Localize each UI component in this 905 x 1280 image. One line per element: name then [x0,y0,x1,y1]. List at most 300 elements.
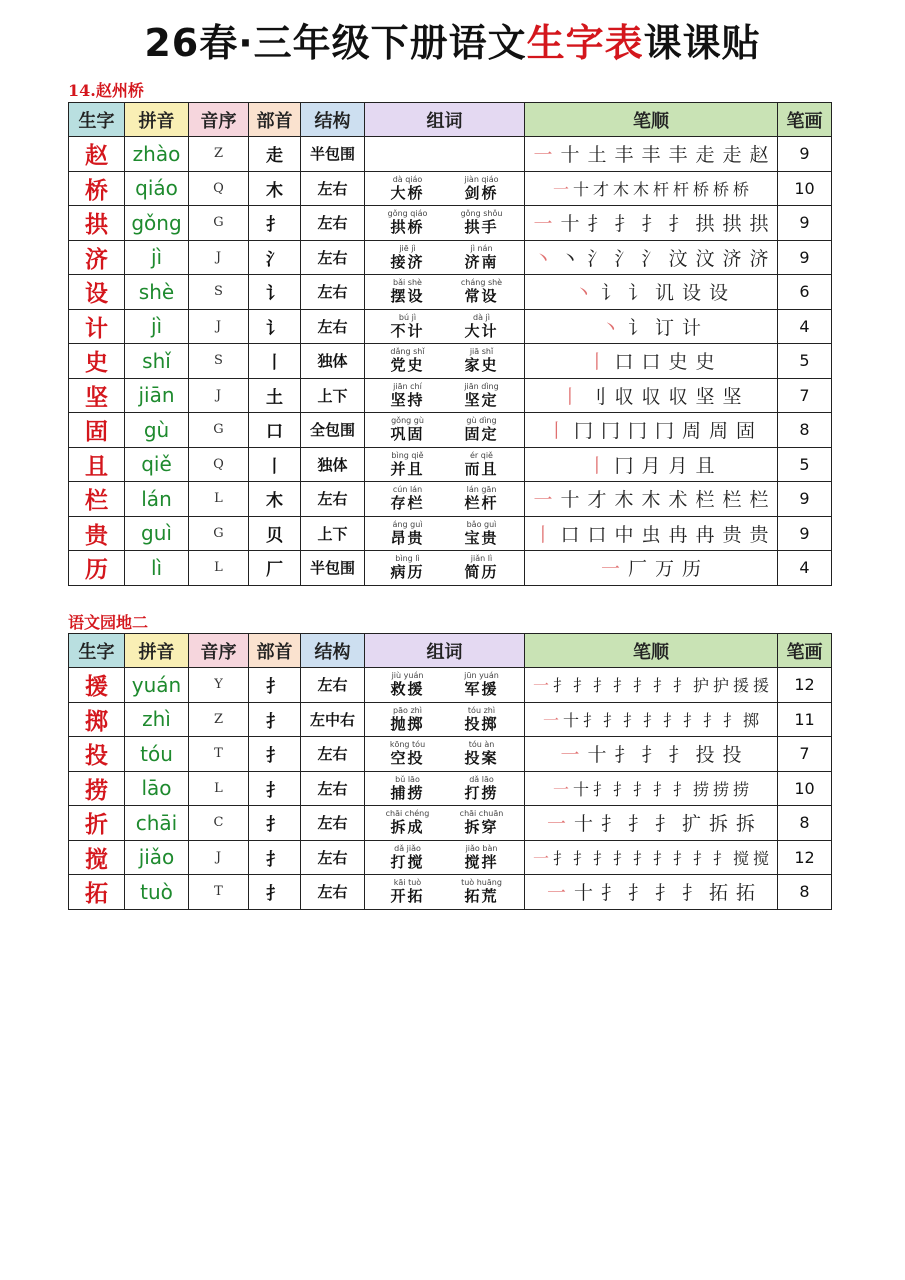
stroke-order-cell [525,206,778,241]
radical-cell: 扌 [249,702,301,737]
stroke-step: 扌 [627,813,647,836]
header-index: 音序 [189,103,249,137]
stroke-step: 扌 [614,213,634,236]
header-index: 音序 [189,634,249,668]
radical-cell: 扌 [249,668,301,703]
pinyin-cell: zhì [125,702,189,737]
stroke-step: 丰 [641,144,661,167]
structure-cell: 左右 [301,737,365,772]
stroke-step: 扌 [672,848,689,868]
structure-cell: 左中右 [301,702,365,737]
stroke-order-cell [525,806,778,841]
word-item [450,740,514,767]
stroke-step: 十 [573,882,593,905]
stroke-step: 术 [668,489,688,512]
radical-cell: 扌 [249,806,301,841]
character-cell: 设 [69,275,125,310]
pinyin-cell: shè [125,275,189,310]
stroke-count-cell: 8 [778,806,832,841]
pinyin-cell: jiǎo [125,840,189,875]
stroke-step: 一 [546,882,566,905]
index-cell: L [189,771,249,806]
stroke-count-cell: 5 [778,344,832,379]
word-pinyin: jūn yuán [464,671,499,681]
stroke-step: 冉 [668,523,688,546]
stroke-step: 一 [552,179,569,199]
stroke-step: 捞 [712,779,729,799]
radical-cell: 贝 [249,516,301,551]
word-pinyin: pāo zhì [393,705,422,715]
table-row [69,875,832,910]
word-text: 拱桥 [390,218,425,237]
pinyin-cell: qiáo [125,171,189,206]
stroke-step: 木 [614,489,634,512]
table-row [69,737,832,772]
pinyin-cell: lāo [125,771,189,806]
stroke-step: 扌 [572,848,589,868]
stroke-step: 十 [572,179,589,199]
character-cell: 折 [69,806,125,841]
words-cell [365,771,525,806]
stroke-step: 捞 [692,779,709,799]
word-pinyin: bìng lì [395,554,420,564]
stroke-step: 设 [681,282,701,305]
word-pinyin: tuò huāng [461,878,502,888]
word-pinyin: dà qiáo [392,174,423,184]
index-cell: G [189,206,249,241]
character-cell: 投 [69,737,125,772]
word-pinyin: jiān chí [393,381,422,391]
word-pinyin: bìng qiě [391,450,424,460]
character-table [68,633,832,910]
stroke-step: 扌 [612,779,629,799]
word-item [376,244,440,271]
character-cell: 济 [69,240,125,275]
stroke-step: 历 [681,558,701,581]
stroke-step: 讠 [627,282,647,305]
pinyin-cell: tuò [125,875,189,910]
stroke-count-cell: 9 [778,240,832,275]
character-cell: 历 [69,551,125,586]
header-pinyin: 拼音 [125,634,189,668]
words-cell [365,206,525,241]
words-cell [365,171,525,206]
word-pinyin: tóu àn [468,740,495,750]
words-cell [365,275,525,310]
stroke-step: 木 [612,179,629,199]
stroke-order-cell [525,737,778,772]
title-prefix: 26春·三年级下册语文 [144,21,527,65]
index-cell: C [189,806,249,841]
word-item [376,844,440,871]
stroke-step: 丶 [573,282,593,305]
word-pinyin: chāi chuān [459,809,504,819]
word-text: 投掷 [464,714,499,733]
stroke-step: 扌 [600,882,620,905]
stroke-step: 氵 [587,247,607,270]
table-row [69,447,832,482]
stroke-step: 冂 [627,420,647,443]
stroke-step: 丰 [668,144,688,167]
radical-cell: 木 [249,482,301,517]
stroke-step: 桥 [732,179,749,199]
radical-cell: 厂 [249,551,301,586]
stroke-step: 丶 [600,316,620,339]
stroke-step: 扌 [592,779,609,799]
word-pinyin: dà jì [473,312,490,322]
character-cell: 拱 [69,206,125,241]
word-text: 栏杆 [464,494,499,513]
stroke-step: 氵 [641,247,661,270]
word-item [376,809,440,836]
index-cell: G [189,516,249,551]
word-item [450,775,514,802]
stroke-count-cell: 7 [778,378,832,413]
word-item [376,347,440,374]
word-text: 不计 [390,321,425,340]
stroke-order-cell [525,702,778,737]
header-radical: 部首 [249,103,301,137]
stroke-step: 栏 [722,489,742,512]
header-order: 笔顺 [525,634,778,668]
stroke-step: 虫 [641,523,661,546]
word-pinyin: jiù yuán [391,671,424,681]
stroke-step: 氵 [614,247,634,270]
header-count: 笔画 [778,634,832,668]
pinyin-cell: jì [125,240,189,275]
index-cell: Q [189,171,249,206]
word-text: 投案 [464,749,499,768]
character-cell: 史 [69,344,125,379]
stroke-step: 扌 [592,676,609,696]
stroke-step: 扌 [668,213,688,236]
word-text: 军援 [464,680,499,699]
word-item [376,416,440,443]
character-cell: 掷 [69,702,125,737]
word-pinyin: kōng tóu [389,740,426,750]
structure-cell: 上下 [301,378,365,413]
index-cell: Y [189,668,249,703]
stroke-step: 扌 [600,813,620,836]
stroke-order-cell [525,482,778,517]
word-text: 昂贵 [390,528,425,547]
index-cell: J [189,309,249,344]
page-title [0,18,905,68]
stroke-step: 一 [533,489,553,512]
radical-cell: 木 [249,171,301,206]
word-text: 摆设 [390,287,425,306]
word-pinyin: jì nán [470,243,493,253]
word-item [450,844,514,871]
word-text: 空投 [390,749,425,768]
stroke-step: 周 [681,420,701,443]
stroke-step: 济 [749,247,769,270]
pinyin-cell: yuán [125,668,189,703]
stroke-step: 走 [695,144,715,167]
stroke-step: 扌 [602,710,619,730]
stroke-step: 十 [560,213,580,236]
stroke-step: 丨 [560,385,580,408]
table-row [69,806,832,841]
word-text: 大桥 [390,183,425,202]
stroke-step: 十 [587,744,607,767]
stroke-step: 丰 [614,144,634,167]
structure-cell: 左右 [301,771,365,806]
stroke-step: 一 [546,813,566,836]
stroke-step: 扌 [712,848,729,868]
stroke-step: 口 [560,523,580,546]
word-item [376,451,440,478]
structure-cell: 上下 [301,516,365,551]
structure-cell: 左右 [301,668,365,703]
stroke-order-cell [525,875,778,910]
word-item [450,878,514,905]
stroke-count-cell: 4 [778,551,832,586]
radical-cell: 丨 [249,447,301,482]
stroke-order-cell [525,516,778,551]
radical-cell: 丨 [249,344,301,379]
word-item [376,278,440,305]
word-text: 拱手 [464,218,499,237]
radical-cell: 走 [249,137,301,172]
word-pinyin: jiān dìng [464,381,499,391]
stroke-step: 厂 [627,558,647,581]
word-text: 简历 [464,563,499,582]
stroke-step: 扌 [668,744,688,767]
stroke-step: 丨 [587,454,607,477]
word-text: 而且 [464,459,499,478]
stroke-step: 木 [641,489,661,512]
stroke-step: 搅 [752,848,769,868]
word-pinyin: áng guì [392,519,423,529]
stroke-count-cell: 10 [778,171,832,206]
words-cell [365,737,525,772]
stroke-step: 一 [533,213,553,236]
stroke-step: 扌 [552,848,569,868]
stroke-step: 坚 [722,385,742,408]
stroke-step: 坚 [695,385,715,408]
table-row [69,378,832,413]
stroke-step: 中 [614,523,634,546]
stroke-step: 拱 [695,213,715,236]
words-cell [365,482,525,517]
structure-cell: 半包围 [301,551,365,586]
structure-cell: 左右 [301,275,365,310]
stroke-step: 口 [641,351,661,374]
words-cell [365,551,525,586]
words-cell [365,702,525,737]
word-text: 宝贵 [464,528,499,547]
radical-cell: 土 [249,378,301,413]
stroke-step: 拆 [708,813,728,836]
stroke-step: 掷 [742,710,759,730]
word-item [450,809,514,836]
stroke-step: 扌 [627,882,647,905]
radical-cell: 口 [249,413,301,448]
table-row [69,171,832,206]
word-pinyin: chāi chéng [385,809,430,819]
word-item [450,313,514,340]
stroke-step: 一 [600,558,620,581]
word-pinyin: gǒng gù [391,416,424,426]
stroke-step: 扌 [642,710,659,730]
stroke-step: 十 [560,489,580,512]
pinyin-cell: qiě [125,447,189,482]
stroke-step: 贵 [722,523,742,546]
stroke-step: 讠 [600,282,620,305]
index-cell: Z [189,137,249,172]
stroke-step: 丨 [546,420,566,443]
table-row [69,516,832,551]
stroke-step: 扌 [702,710,719,730]
stroke-step: 収 [641,385,661,408]
stroke-step: 捞 [732,779,749,799]
word-item [376,313,440,340]
stroke-step: 一 [542,710,559,730]
word-text: 捕捞 [390,783,425,802]
stroke-order-cell [525,275,778,310]
words-cell [365,806,525,841]
stroke-step: 拆 [735,813,755,836]
stroke-step: 计 [681,316,701,339]
structure-cell: 独体 [301,344,365,379]
stroke-step: 冂 [573,420,593,443]
stroke-step: 扌 [592,848,609,868]
stroke-count-cell: 7 [778,737,832,772]
words-cell [365,344,525,379]
stroke-step: 史 [695,351,715,374]
table-row [69,668,832,703]
structure-cell: 左右 [301,875,365,910]
stroke-step: 扌 [652,676,669,696]
stroke-step: 周 [708,420,728,443]
word-pinyin: cháng shè [460,278,503,288]
stroke-step: 扌 [692,848,709,868]
word-item [376,382,440,409]
stroke-step: 月 [641,454,661,477]
stroke-step: 搅 [732,848,749,868]
word-pinyin: jiē jì [399,243,416,253]
words-cell [365,378,525,413]
structure-cell: 左右 [301,806,365,841]
stroke-count-cell: 8 [778,875,832,910]
header-words: 组词 [365,634,525,668]
structure-cell: 左右 [301,171,365,206]
stroke-step: 订 [654,316,674,339]
character-cell: 计 [69,309,125,344]
word-text: 抛掷 [390,714,425,733]
structure-cell: 左右 [301,206,365,241]
stroke-step: 刂 [587,385,607,408]
section-title: 语文园地二 [68,613,149,632]
word-item [450,209,514,236]
word-pinyin: gǒng qiáo [387,209,428,219]
stroke-step: 扌 [582,710,599,730]
words-cell [365,840,525,875]
word-item [376,878,440,905]
header-structure: 结构 [301,634,365,668]
stroke-step: 扌 [632,676,649,696]
stroke-step: 投 [722,744,742,767]
words-cell [365,447,525,482]
words-cell [365,137,525,172]
word-item [450,554,514,581]
stroke-step: 援 [752,676,769,696]
table-row [69,309,832,344]
header-pinyin: 拼音 [125,103,189,137]
character-cell: 贵 [69,516,125,551]
word-item [450,485,514,512]
word-text: 并且 [390,459,425,478]
pinyin-cell: jiān [125,378,189,413]
stroke-step: 走 [722,144,742,167]
word-pinyin: jiǎn lì [470,554,493,564]
words-cell [365,413,525,448]
word-item [376,706,440,733]
word-pinyin: ér qiě [470,450,493,460]
stroke-order-cell [525,344,778,379]
header-structure: 结构 [301,103,365,137]
words-cell [365,668,525,703]
stroke-step: 扌 [612,676,629,696]
stroke-step: 济 [722,247,742,270]
stroke-order-cell [525,840,778,875]
stroke-step: 丶 [560,247,580,270]
word-pinyin: jiā shǐ [469,347,494,357]
word-text: 打捞 [464,783,499,802]
word-text: 坚定 [464,390,499,409]
radical-cell: 扌 [249,840,301,875]
stroke-step: 冂 [654,420,674,443]
pinyin-cell: gù [125,413,189,448]
word-pinyin: dǎng shǐ [390,347,425,357]
pinyin-cell: guì [125,516,189,551]
stroke-step: 扌 [722,710,739,730]
word-text: 开拓 [390,887,425,906]
stroke-order-cell [525,240,778,275]
word-pinyin: bǔ lāo [395,774,420,784]
stroke-step: 固 [735,420,755,443]
word-text: 救援 [390,680,425,699]
stroke-step: 扌 [672,676,689,696]
character-cell: 搅 [69,840,125,875]
stroke-count-cell: 10 [778,771,832,806]
stroke-step: 扌 [612,848,629,868]
stroke-step: 冂 [614,454,634,477]
word-text: 拆成 [390,818,425,837]
table-row [69,771,832,806]
stroke-step: 土 [587,144,607,167]
stroke-step: 扌 [572,676,589,696]
character-cell: 栏 [69,482,125,517]
stroke-order-cell [525,668,778,703]
stroke-step: 拓 [708,882,728,905]
table-row [69,702,832,737]
word-text: 坚持 [390,390,425,409]
index-cell: G [189,413,249,448]
stroke-step: 扌 [682,710,699,730]
word-item [376,520,440,547]
words-cell [365,240,525,275]
stroke-step: 援 [732,676,749,696]
character-cell: 固 [69,413,125,448]
stroke-step: 月 [668,454,688,477]
word-item [450,278,514,305]
stroke-step: 冂 [600,420,620,443]
structure-cell: 独体 [301,447,365,482]
index-cell: L [189,482,249,517]
character-cell: 捞 [69,771,125,806]
